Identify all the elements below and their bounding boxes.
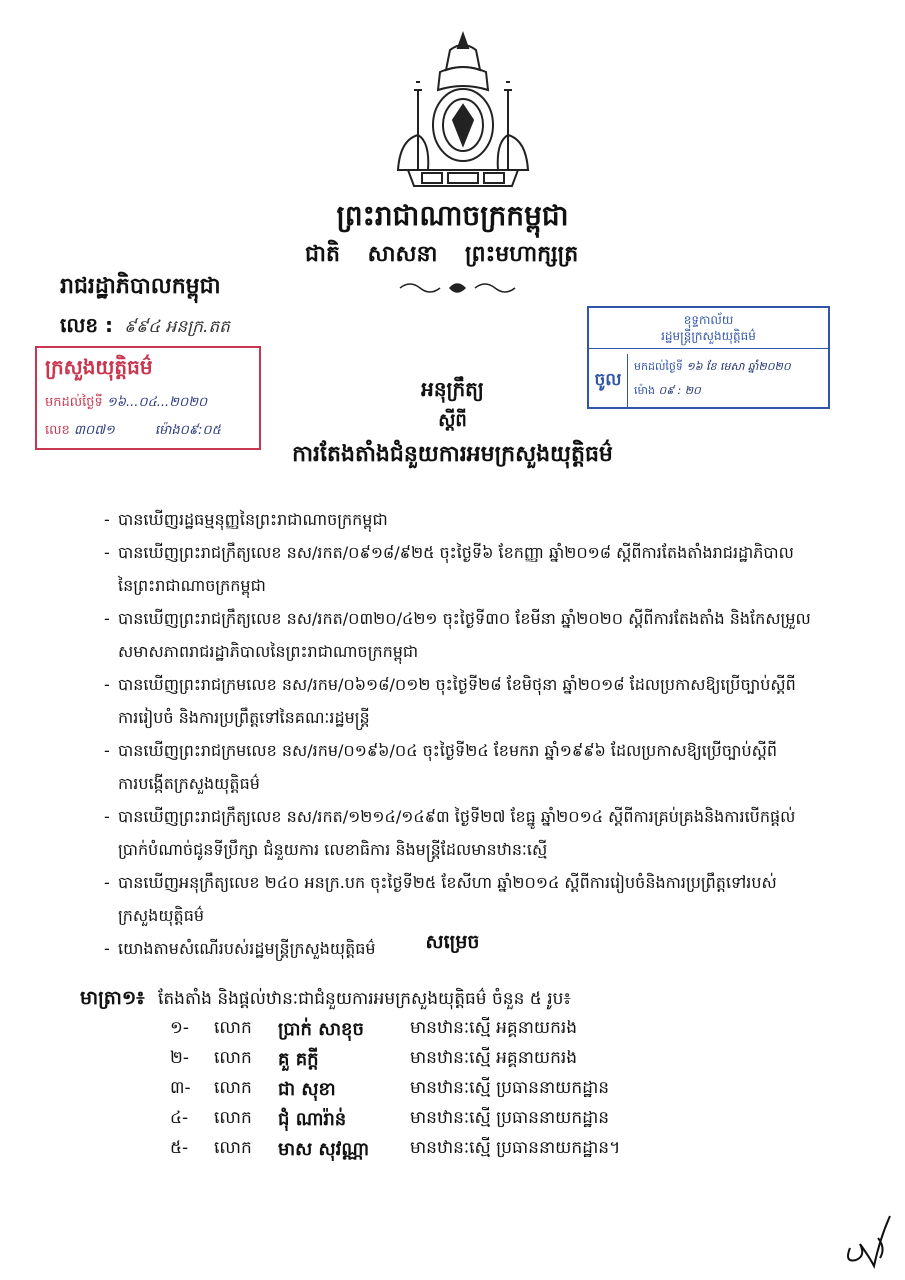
stamp-ministry-date: មកដល់ថ្ងៃទី ១៦...០៤...២០២០ xyxy=(45,395,208,410)
appointee-rank: មានឋានៈស្មើ អគ្គនាយករង xyxy=(410,1018,578,1038)
government-name: រាជរដ្ឋាភិបាលកម្ពុជា xyxy=(60,274,221,299)
clause-item: - បានឃើញអនុក្រឹត្យលេខ ២៤០ អនក្រ.បក ចុះថ្ងៃទី២៥ ខែសីហា ឆ្នាំ២០១៤ ស្តីពីការរៀបចំនិងការប្រព្រឹត្តទៅរបស់ xyxy=(104,866,884,899)
appointee-rank: មានឋានៈស្មើ ប្រធាននាយកដ្ឋាន xyxy=(410,1108,610,1128)
document-type: អនុក្រឹត្យ xyxy=(421,377,484,401)
clause-continuation: សមាសភាពរាជរដ្ឋាភិបាលនៃព្រះរាជាណាចក្រកម្ពុជា xyxy=(118,642,419,661)
appointee-row: ៣- លោក ជា សុខា មានឋានៈស្មើ ប្រធាននាយកដ្ឋាន xyxy=(170,1077,252,1107)
reference-value: ៩៩៤ អនក្រ.តត xyxy=(124,317,230,337)
clause-continuation: ការបង្កើតក្រសួងយុត្តិធម៌ xyxy=(118,774,260,793)
appointee-name: មាស សុវណ្ណា xyxy=(278,1139,370,1160)
clause-item: - បានឃើញព្រះរាជក្រមលេខ នស/រកម/០១៩៦/០៤ ចុះថ្ងៃទី២៤ ខែមករា ឆ្នាំ១៩៩៦ ដែលប្រកាសឱ្យប្រើច្បាប់ស្តីពី xyxy=(104,734,884,767)
clause-item: - បានឃើញព្រះរាជក្រឹត្យលេខ នស/រកត/០៣២០/៤២១ ចុះថ្ងៃទី៣០ ខែមីនា ឆ្នាំ២០២០ ស្តីពីការតែងតាំង និងកែសម្រួល xyxy=(104,602,884,635)
preamble-clauses xyxy=(104,503,884,965)
stamp-ministry-number: លេខ ៣០៧១ ម៉ោង០៩:០៥ xyxy=(45,423,221,438)
stamp-cabinet-header: ខុទ្ទកាល័យ រដ្ឋមន្ត្រីក្រសួងយុត្តិធម៌ xyxy=(589,312,828,349)
appointee-name: ប្រាក់ សាខុច xyxy=(278,1019,364,1040)
decision-heading: សម្រេច xyxy=(425,931,480,953)
clause-item: - បានឃើញព្រះរាជក្រមលេខ នស/រកម/០៦១៨/០១២ ចុះថ្ងៃទី២៨ ខែមិថុនា ឆ្នាំ២០១៨ ដែលប្រកាសឱ្យប្រើច្បាប់ស្តីពី xyxy=(104,668,884,701)
royal-emblem-icon xyxy=(388,30,538,195)
divider-ornament-icon xyxy=(395,278,520,298)
document-about: ស្តីពី xyxy=(438,410,467,431)
appointee-rank: មានឋានៈស្មើ ប្រធាននាយកដ្ឋាន។ xyxy=(410,1138,621,1158)
appointee-rank: មានឋានៈស្មើ អគ្គនាយករង xyxy=(410,1048,578,1068)
stamp-cabinet-date: មកដល់ថ្ងៃទី ១៦ ខែ មេសា ឆ្នាំ២០២០ xyxy=(634,360,791,373)
clause-continuation: ក្រសួងយុត្តិធម៌ xyxy=(118,906,205,925)
national-motto: ជាតិ សាសនា ព្រះមហាក្សត្រ xyxy=(305,242,579,267)
clause-item: - បានឃើញព្រះរាជក្រឹត្យលេខ នស/រកត/១២១៤/១៤៩៣ ថ្ងៃទី២៧ ខែធ្នូ ឆ្នាំ២០១៤ ស្តីពីការគ្រប់គ្រងនិងការបើកផ្តល់ xyxy=(104,800,884,833)
article-text: តែងតាំង និងផ្តល់ឋានៈជាជំនួយការអមក្រសួងយុត្តិធម៌ ចំនួន ៥ រូប៖ xyxy=(157,989,571,1009)
appointee-row: ១- លោក ប្រាក់ សាខុច មានឋានៈស្មើ អគ្គនាយករង xyxy=(170,1017,252,1047)
reference-label: លេខ : xyxy=(60,313,114,337)
appointee-row: ៥- លោក មាស សុវណ្ណា មានឋានៈស្មើ ប្រធាននាយកដ្ឋាន។ xyxy=(170,1137,252,1167)
stamp-cabinet-side-label: ចូល xyxy=(589,354,628,407)
stamp-cabinet-time: ម៉ោង ០៩ : ២០ xyxy=(634,384,701,397)
clause-item: - បានឃើញព្រះរាជក្រឹត្យលេខ នស/រកត/០៩១៨/៩២៥ ចុះថ្ងៃទី៦ ខែកញ្ញា ឆ្នាំ២០១៨ ស្តីពីការតែងតាំងរាជរដ្ឋាភិបាល xyxy=(104,536,884,569)
appointee-name: ជា សុខា xyxy=(278,1079,336,1100)
clause-continuation: នៃព្រះរាជាណាចក្រកម្ពុជា xyxy=(118,576,266,595)
article-label: មាត្រា១៖ xyxy=(80,987,145,1009)
appointee-row: ២- លោក គួ គក្តី មានឋានៈស្មើ អគ្គនាយករង xyxy=(170,1047,252,1077)
clause-continuation: ប្រាក់បំណាច់ជូនទីប្រឹក្សា ជំនួយការ លេខាធិការ និងមន្ត្រីដែលមានឋានៈស្មើ xyxy=(118,840,548,859)
article-one xyxy=(80,986,571,1014)
appointee-name: ជុំ ណារ៉ាន់ xyxy=(278,1109,347,1130)
clause-item: - បានឃើញរដ្ឋធម្មនុញ្ញនៃព្រះរាជាណាចក្រកម្ពុជា xyxy=(104,503,884,536)
appointee-row: ៤- លោក ជុំ ណារ៉ាន់ មានឋានៈស្មើ ប្រធាននាយកដ្ឋាន xyxy=(170,1107,252,1137)
signature-initial-icon xyxy=(840,1208,895,1272)
appointee-rank: មានឋានៈស្មើ ប្រធាននាយកដ្ឋាន xyxy=(410,1078,610,1098)
clause-continuation: ការរៀបចំ និងការប្រព្រឹត្តទៅនៃគណៈរដ្ឋមន្ត្រី xyxy=(118,708,370,727)
stamp-ministry-title: ក្រសួងយុត្តិធម៌ xyxy=(45,355,153,379)
document-subject: ការតែងតាំងជំនួយការអមក្រសួងយុត្តិធម៌ xyxy=(292,442,613,467)
kingdom-heading: ព្រះរាជាណាចក្រកម្ពុជា xyxy=(336,199,569,232)
clause-item: - យោងតាមសំណើរបស់រដ្ឋមន្ត្រីក្រសួងយុត្តិធម៌ xyxy=(104,932,884,965)
appointee-name: គួ គក្តី xyxy=(278,1049,319,1070)
reference-number xyxy=(60,312,230,342)
